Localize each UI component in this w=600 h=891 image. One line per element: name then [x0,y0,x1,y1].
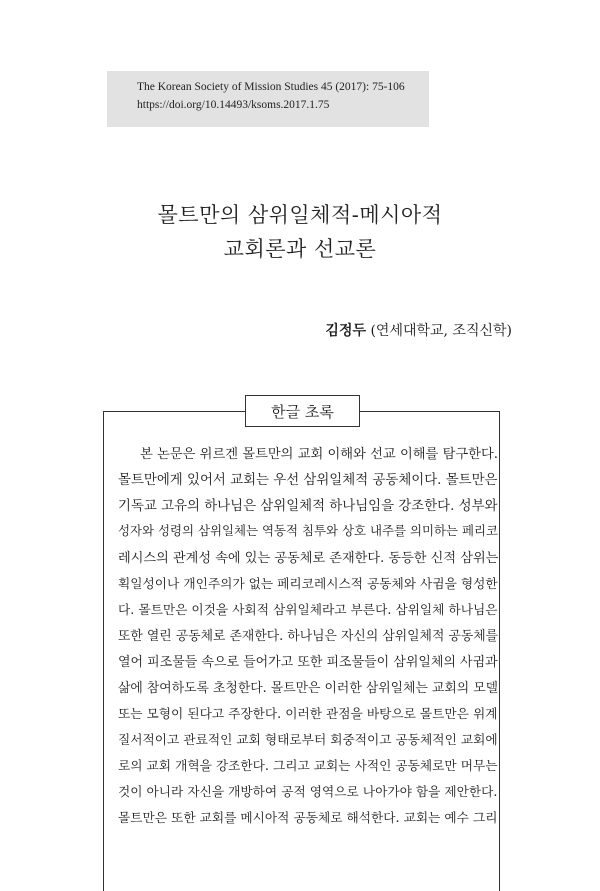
abstract-line: 것이 아니라 자신을 개방하여 공적 영역으로 나아가야 함을 제안한다. [118,784,498,799]
paper-title-line-2: 교회론과 선교론 [223,237,377,261]
abstract-line: 로의 교회 개혁을 강조한다. 그리고 교회는 사적인 공동체로만 머무는 [118,758,498,773]
abstract-line: 레시스의 관계성 속에 있는 공동체로 존재한다. 동등한 신적 삼위는 [118,551,499,566]
abstract-line: 성자와 성령의 삼위일체는 역동적 침투와 상호 내주를 의미하는 페리코 [118,523,499,538]
journal-citation: The Korean Society of Mission Studies 45 (2017): 75-106 [137,81,405,93]
author-line [325,320,512,340]
abstract-line: 다. 몰트만은 이것을 사회적 삼위일체라고 부른다. 삼위일체 하나님은 [118,602,498,617]
abstract-line: 기독교 고유의 하나님은 삼위일체적 하나님임을 강조한다. 성부와 [118,499,498,514]
abstract-line: 삶에 참여하도록 초청한다. 몰트만은 이러한 삼위일체는 교회의 모델 [118,681,499,696]
paper-title-line-1: 몰트만의 삼위일체적-메시아적 [157,203,443,227]
abstract-line: 또는 모형이 된다고 주장한다. 이러한 관점을 바탕으로 몰트만은 위계 [118,706,498,721]
abstract-line: 몰트만은 또한 교회를 메시아적 공동체로 해석한다. 교회는 예수 그리 [118,810,498,825]
abstract-line: 본 논문은 위르겐 몰트만의 교회 이해와 선교 이해를 탐구한다. [140,447,498,462]
abstract-line: 또한 열린 공동체로 존재한다. 하나님은 자신의 삼위일체적 공동체를 [118,629,499,644]
abstract-line: 열어 피조물들 속으로 들어가고 또한 피조물들이 삼위일체의 사귐과 [118,655,498,670]
abstract-line: 질서적이고 관료적인 교회 형태로부터 회중적이고 공동체적인 교회에 [118,732,498,747]
abstract-line: 획일성이나 개인주의가 없는 페리코레시스적 공동체와 사귐을 형성한 [118,576,498,591]
doi-link[interactable]: https://doi.org/10.14493/ksoms.2017.1.75 [137,99,330,111]
author-name: 김정두 [325,323,366,339]
author-affiliation: (연세대학교, 조직신학) [370,323,512,339]
abstract-label: 한글 초록 [245,395,360,427]
abstract-line: 몰트만에게 있어서 교회는 우선 삼위일체적 공동체이다. 몰트만은 [118,473,498,488]
